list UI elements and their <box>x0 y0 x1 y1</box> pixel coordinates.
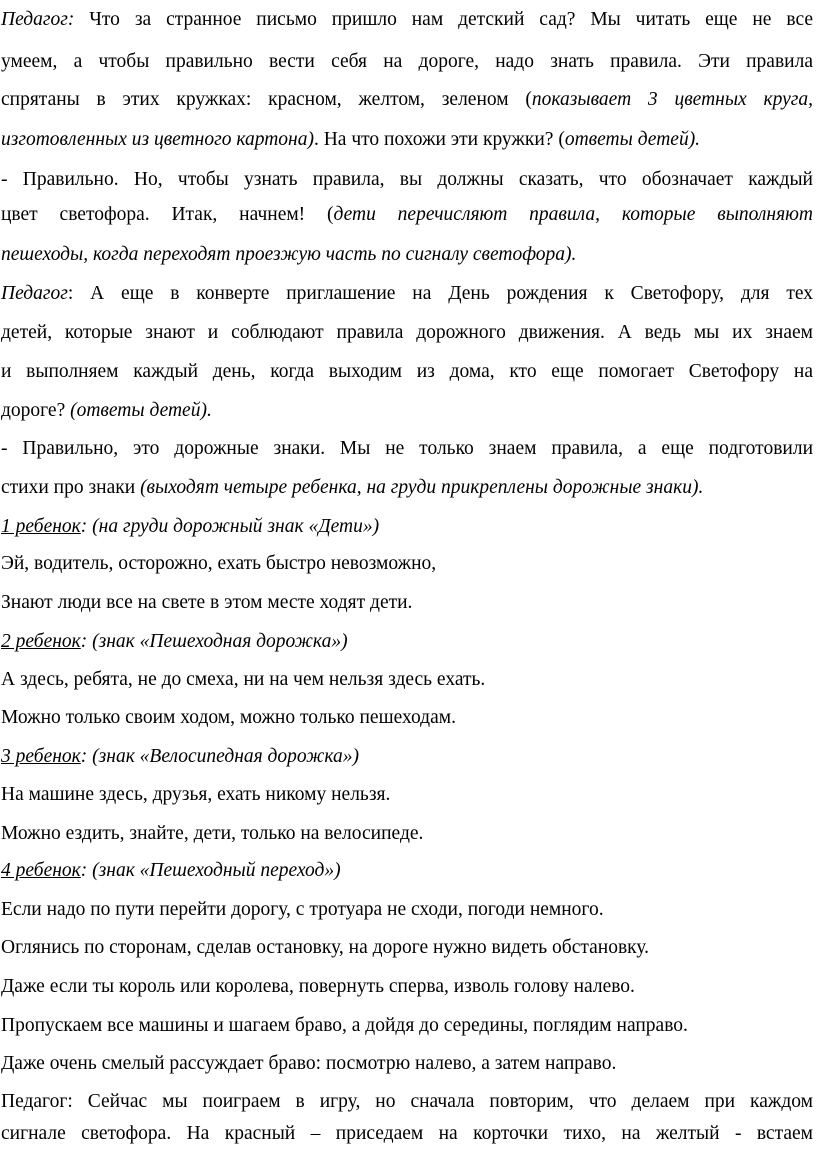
text-line <box>1 668 813 692</box>
text-segment: На машине здесь, друзья, ехать никому нельзя. <box>1 784 391 805</box>
text-line <box>1 321 813 345</box>
text-segment: знак «Пешеходный переход») <box>98 860 341 881</box>
text-segment: Можно только своим ходом, можно только пешеходам. <box>1 707 456 728</box>
text-segment: Педагог: Сейчас мы поиграем в игру, но сначала повторим, что делаем при каждом <box>1 1091 813 1112</box>
text-line <box>1 360 813 384</box>
text-segment: Даже если ты король или королева, повернуть сперва, изволь голову налево. <box>1 976 635 997</box>
text-segment: : ( <box>80 746 99 767</box>
text-segment: спрятаны в этих кружках: красном, желтом, зеленом ( <box>1 89 532 110</box>
text-segment: 2 ребенок <box>1 631 81 652</box>
text-segment: 1 ребенок <box>1 516 81 537</box>
text-line <box>1 1122 813 1146</box>
text-segment: Пропускаем все машины и шагаем браво, а дойдя до середины, поглядим направо. <box>1 1015 688 1036</box>
text-line <box>1 1052 813 1076</box>
text-segment: и выполняем каждый день, когда выходим из дома, кто еще помогает Светофору на <box>1 361 813 382</box>
text-segment: Что за странное письмо пришло нам детский сад? Мы читать еще не все <box>74 9 813 30</box>
text-segment: дороге? <box>1 400 71 421</box>
text-line <box>1 975 813 999</box>
text-line <box>1 399 813 423</box>
text-segment: знак «Велосипедная дорожка») <box>98 746 359 767</box>
text-line <box>1 437 813 461</box>
text-line <box>1 745 813 769</box>
text-segment: : (знак «Пешеходная дорожка») <box>80 631 348 652</box>
text-line <box>1 1014 813 1038</box>
text-segment: 3 ребенок <box>1 746 81 767</box>
text-segment: А здесь, ребята, не до смеха, ни на чем нельзя здесь ехать. <box>1 669 486 690</box>
text-segment: Можно ездить, знайте, дети, только на велосипеде. <box>1 823 424 844</box>
text-segment: - Правильно, это дорожные знаки. Мы не только знаем правила, а еще подготовили <box>1 438 813 459</box>
text-line <box>1 859 813 883</box>
text-segment: Если надо по пути перейти дорогу, с тротуара не сходи, погоди немного. <box>1 899 604 920</box>
text-segment: 4 ребенок <box>1 860 81 881</box>
text-line <box>1 8 813 32</box>
text-line <box>1 936 813 960</box>
text-segment: дети перечисляют правила, которые выполняют <box>333 204 814 225</box>
text-segment: изготовленных из цветного картона) <box>1 129 314 150</box>
text-segment: Педагог <box>1 283 68 304</box>
text-line <box>1 476 813 500</box>
text-segment: на груди дорожный знак «Дети») <box>98 516 380 537</box>
text-segment: умеем, а чтобы правильно вести себя на дороге, надо знать правила. Эти правила <box>1 51 813 72</box>
text-segment: стихи про знаки <box>1 477 141 498</box>
text-line <box>1 783 813 807</box>
text-line <box>1 706 813 730</box>
text-line <box>1 898 813 922</box>
text-line <box>1 128 813 152</box>
text-segment: Эй, водитель, осторожно, ехать быстро невозможно, <box>1 553 437 574</box>
text-segment: - Правильно. Но, чтобы узнать правила, вы должны сказать, что обозначает каждый <box>1 169 813 190</box>
text-line <box>1 630 813 654</box>
text-segment: сигнале светофора. На красный – приседаем на корточки тихо, на желтый - встаем <box>1 1123 813 1144</box>
text-segment: : ( <box>80 860 99 881</box>
text-line <box>1 203 813 227</box>
text-segment: (выходят четыре ребенка, на груди прикреплены дорожные знаки). <box>140 477 704 498</box>
text-segment: детей, которые знают и соблюдают правила дорожного движения. А ведь мы их знаем <box>1 322 813 343</box>
text-line <box>1 591 813 615</box>
text-segment: : А еще в конверте приглашение на День рождения к Светофору, для тех <box>67 283 813 304</box>
text-segment: Оглянись по сторонам, сделав остановку, на дороге нужно видеть обстановку. <box>1 937 650 958</box>
text-segment: : ( <box>80 516 99 537</box>
text-line <box>1 88 813 112</box>
text-line <box>1 1090 813 1114</box>
text-segment: показывает 3 цветных круга, <box>531 89 813 110</box>
text-segment: пешеходы, когда переходят проезжую часть по сигналу светофора). <box>1 244 577 265</box>
text-segment: ответы детей). <box>564 129 701 150</box>
text-segment: цвет светофора. Итак, начнем! ( <box>1 204 334 225</box>
text-segment: Даже очень смелый рассуждает браво: посмотрю налево, а затем направо. <box>1 1053 617 1074</box>
text-line <box>1 552 813 576</box>
text-segment: Педагог: <box>1 9 75 30</box>
text-line <box>1 243 813 267</box>
text-line <box>1 822 813 846</box>
text-line <box>1 50 813 74</box>
text-segment: . На что похожи эти кружки? ( <box>313 129 565 150</box>
text-line <box>1 282 813 306</box>
text-segment: Знают люди все на свете в этом месте ходят дети. <box>1 592 413 613</box>
text-line <box>1 168 813 192</box>
text-line <box>1 515 813 539</box>
text-segment: (ответы детей). <box>70 400 212 421</box>
